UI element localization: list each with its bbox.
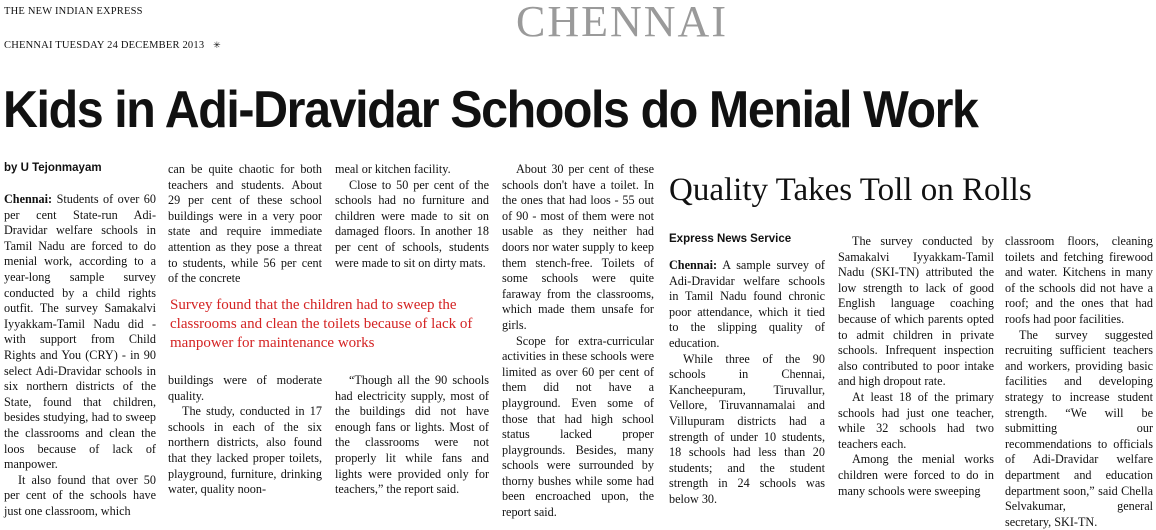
byline: by U Tejonmayam xyxy=(4,162,102,174)
masthead-dateline xyxy=(4,38,221,53)
pull-quote: Survey found that the children had to sweep the classrooms and clean the toilets because of lack of manpower for maintenance works xyxy=(170,297,473,351)
article1-col2-para2: buildings were of moderate quality. xyxy=(168,373,322,403)
article1-col1-para2: It also found that over 50 per cent of the schools have just one classroom, which xyxy=(4,472,156,518)
main-headline: Kids in Adi-Dravidar Schools do Menial Work xyxy=(3,81,978,139)
article1-col2-para3: The study, conducted in 17 schools in each of the six northern districts, also found that they lacked proper toilets, playground, furniture, drinking water, quality noon- xyxy=(168,404,322,497)
article1-col4-para1: About 30 per cent of these schools don't have a toilet. In the ones that had loos - 55 out of 90 - most of them were not usable as they neither had doors nor water supply to keep them stench-free. Toilets of some schools were quite faraway from the classrooms, which made them unsafe for girls. xyxy=(502,162,654,332)
article2-col1-para2: While three of the 90 schools in Chennai, Kancheepuram, Tiruvallur, Vellore, Tiruvannamalai and Villupuram districts had a strength of under 10 students, 18 schools had less than 20 students; and the student strength in 24 schools was below 30. xyxy=(669,351,825,506)
secondary-headline: Quality Takes Toll on Rolls xyxy=(669,172,1032,208)
section-title: CHENNAI xyxy=(516,0,728,46)
article2-col2-para2: At least 18 of the primary schools had just one teacher, while 32 schools had two teachers each. xyxy=(838,389,994,451)
article2-col2-para1: The survey conducted by Samakalvi Iyyakkam-Tamil Nadu (SKI-TN) attributed the low strength to lack of good English language coaching because of which parents opted to admit children in private schools. Infrequent inspection also contributed to poor intake and high dropout rate. xyxy=(838,234,994,389)
article2-column-3 xyxy=(1005,234,1153,530)
article1-col2-para1: can be quite chaotic for both teachers and students. About 29 per cent of these school buildings were in a very poor state and require immediate attention as they pose a threat to students, while 56 per cent of the concrete xyxy=(168,162,322,286)
article1-col1-para1 xyxy=(4,192,156,473)
article2-col3-para1: classroom floors, cleaning toilets and fetching firewood and water. Kitchens in many of the schools did not have a roof; and the ones that had roofs had poor facilities. xyxy=(1005,234,1153,326)
article1-column-4 xyxy=(502,162,654,521)
article2-column-1 xyxy=(669,258,825,508)
article2-col3-para2: The survey suggested recruiting sufficient teachers and workers, providing basic facilities and developing strategy to increase student strength. “We will be submitting our recommendations to officials of Adi-Dravidar welfare department and education department soon,” said Chella Selvakumar, general secretary, SKI-TN. xyxy=(1005,327,1153,529)
article1-column-3-top xyxy=(335,162,489,271)
article1-col4-para2: Scope for extra-curricular activities in these schools were limited as over 60 per cent of them did not have a playground. Even some of those that had high school status lacked proper playgrounds. Besides, many schools were surrounded by thorny bushes while some had been encroached upon, the report said. xyxy=(502,333,654,520)
article2-col1-para1 xyxy=(669,258,825,352)
dateline: Chennai: xyxy=(4,192,53,206)
lead-text: Students of over 60 per cent State-run Adi-Dravidar welfare schools in Tamil Nadu are forced to do menial work, according to a year-long sample survey conducted by a child rights outfit. The survey Samakalvi Iyyakkam-Tamil Nadu did - with support from Child Rights and You (CRY) - in 90 select Adi-Dravidar schools in six northern districts of the State, found that children, besides studying, had to sweep the classrooms and clean the loos because of lack of manpower. xyxy=(4,192,156,472)
dateline: Chennai: xyxy=(669,258,718,272)
publication-name: THE NEW INDIAN EXPRESS xyxy=(4,6,143,17)
star-icon: ✳ xyxy=(213,40,221,50)
article1-col3-para2: Close to 50 per cent of the schools had no furniture and children were made to sit on damaged floors. In another 18 per cent of schools, students were made to sit on dirty mats. xyxy=(335,177,489,270)
article1-column-3-bottom xyxy=(335,373,489,498)
article1-col3-para1: meal or kitchen facility. xyxy=(335,162,451,176)
article2-col2-para3: Among the menial works children were forced to do in many schools were sweeping xyxy=(838,452,994,498)
article1-col3-para3: “Though all the 90 schools had electricity supply, most of the buildings did not have enough fans or lights. Most of the classrooms were not properly lit while fans and lights were provided only for teachers,” the report said. xyxy=(335,373,489,497)
dateline-text: CHENNAI TUESDAY 24 DECEMBER 2013 xyxy=(4,40,205,51)
secondary-byline: Express News Service xyxy=(669,233,792,245)
article1-column-2-bottom xyxy=(168,373,322,498)
article2-column-2 xyxy=(838,234,994,499)
lead-text: A sample survey of Adi-Dravidar welfare schools in Tamil Nadu found chronic poor attendance, which it tied to the slipping quality of education. xyxy=(669,258,825,350)
article1-column-1 xyxy=(4,192,156,519)
article1-column-2-top xyxy=(168,162,322,287)
